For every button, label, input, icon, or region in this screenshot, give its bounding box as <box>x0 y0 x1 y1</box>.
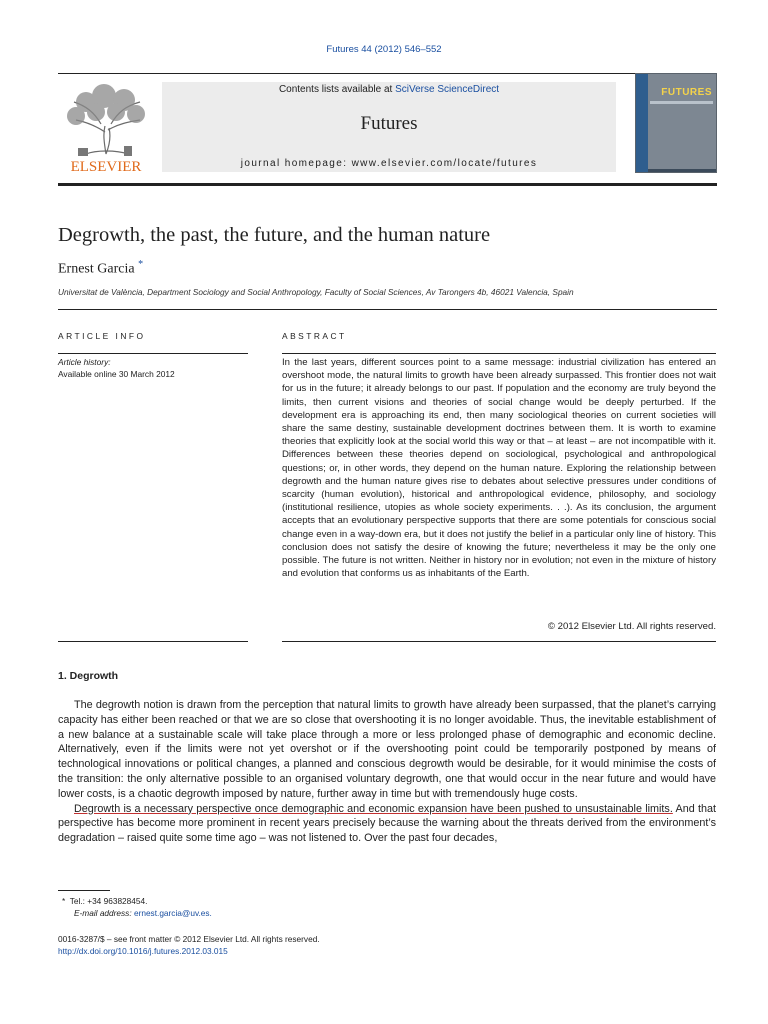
email-link[interactable]: ernest.garcia@uv.es. <box>133 908 212 918</box>
abstract-heading: ABSTRACT <box>282 331 347 341</box>
author-footnote-mark[interactable]: * <box>138 259 144 270</box>
journal-citation-link[interactable]: Futures 44 (2012) 546–552 <box>326 44 442 55</box>
header-rule <box>58 183 717 186</box>
footnote-rule <box>58 890 110 891</box>
abstract-text: In the last years, different sources point to a same message: industrial civilization has entered an overshoot mode, the natural limits to growth have been already surpassed. This frontier does not wait for us in the future; it already belongs to our past. If population and the economy are truly beyond the limits, then current visions and theories of social change would be deeply perturbed. If the development era is approaching its end, then many sociological theories on current societies will share the same destiny, sustainable development doctrines between them. It is worth to examine theories that explicitly look at the social world this way or that – at least – are not incompatible with it. Differences between these theories depend on sociological, psychological and anthropological questions; or, in other words, they depend on the human nature. Exploring the relationship between degrowth and the human nature gives rise to debates about selective pressures under conditions of scarcity (human evolution), historical and anthropological evidence, philosophy, and sociology (institutional resilience, utopies as whole society experiments. . .). As its conclusion, the argument accepts that an evolutionary perspective supports that there are some potentials for conscious social change even in a way-down era, but it does not justify the belief in a particular only line of history. This conclusion does not satisfy the desire of knowing the future; nevertheless it may be the only one possible. The future is not written. Neither in history nor in evolution; not even in the mixture of history and evolution that conforms us as inhabitants of the Earth. <box>282 357 716 580</box>
section-heading: 1. Degrowth <box>58 670 119 682</box>
footnote <box>62 895 212 919</box>
article-history-label: Article history: <box>58 357 111 367</box>
abstract-copyright: © 2012 Elsevier Ltd. All rights reserved. <box>547 621 716 632</box>
footnote-mark: * <box>62 896 66 906</box>
title-rule <box>58 309 717 310</box>
abstract-bottom-rule <box>282 641 716 642</box>
body-paragraph-2-rest: And that perspective has become more prominent in recent years precisely because the warning about the threats derived from the environment’s degradation – raised quite some time ago – was not listened to. Over the past four decades, <box>58 802 716 845</box>
issn-line: 0016-3287/$ – see front matter © 2012 Elsevier Ltd. All rights reserved. <box>58 934 320 944</box>
contents-line <box>162 84 616 95</box>
email-label: E-mail address: <box>74 908 132 918</box>
cover-title: FUTURES <box>661 87 712 98</box>
article-info-bottom-rule <box>58 641 248 642</box>
article-history-value: Available online 30 March 2012 <box>58 369 175 379</box>
body-text <box>58 698 716 846</box>
author-name: Ernest Garcia <box>58 261 135 277</box>
issn-block <box>58 933 320 957</box>
affiliation: Universitat de València, Department Sociology and Social Anthropology, Faculty of Social Sciences, Av Tarongers 4b, 46021 Valencia, Spain <box>58 287 574 297</box>
article-info-heading: ARTICLE INFO <box>58 331 146 341</box>
body-paragraph-1: The degrowth notion is drawn from the perception that natural limits to growth have already been surpassed, that the planet’s carrying capacity has either been reached or that we are so close that overshooting it is no longer avoidable. Thus, the inevitable establishment of a new balance at a sustainable scale will take place through a more or less prolonged phase of demographic and economic decline. Alternatively, even if the limits were not yet overshot or if the overshooting point could be temporarily postponed by means of technological innovations or political changes, a planned and conscious degrowth would be desirable, for it would minimise the costs of the transition: the only alternative possible to an organised voluntary degrowth, one that would occur in the near future and would have lower costs, is a chaotic degrowth imposed by nature, further away in time but with tremendously huge costs. <box>58 699 716 800</box>
doi-link[interactable]: http://dx.doi.org/10.1016/j.futures.2012.03.015 <box>58 946 228 956</box>
top-rule <box>58 73 716 74</box>
underlined-sentence: Degrowth is a necessary perspective once demographic and economic expansion have been pushed to unsustainable limits. <box>74 802 673 815</box>
abstract-rule <box>282 353 716 354</box>
article-title: Degrowth, the past, the future, and the human nature <box>58 224 491 246</box>
author-line <box>58 259 143 278</box>
footnote-tel: Tel.: +34 963828454. <box>69 896 148 906</box>
publisher-name: ELSEVIER <box>70 159 142 174</box>
journal-homepage-link[interactable]: journal homepage: www.elsevier.com/locate/futures <box>240 158 538 169</box>
elsevier-logo <box>56 82 156 174</box>
journal-name: Futures <box>360 113 418 134</box>
journal-cover-thumbnail <box>635 73 717 173</box>
body-paragraph-2 <box>58 802 716 846</box>
article-info-rule <box>58 353 248 354</box>
contents-prefix: Contents lists available at <box>278 84 396 95</box>
sciencedirect-link[interactable]: SciVerse ScienceDirect <box>395 84 500 95</box>
